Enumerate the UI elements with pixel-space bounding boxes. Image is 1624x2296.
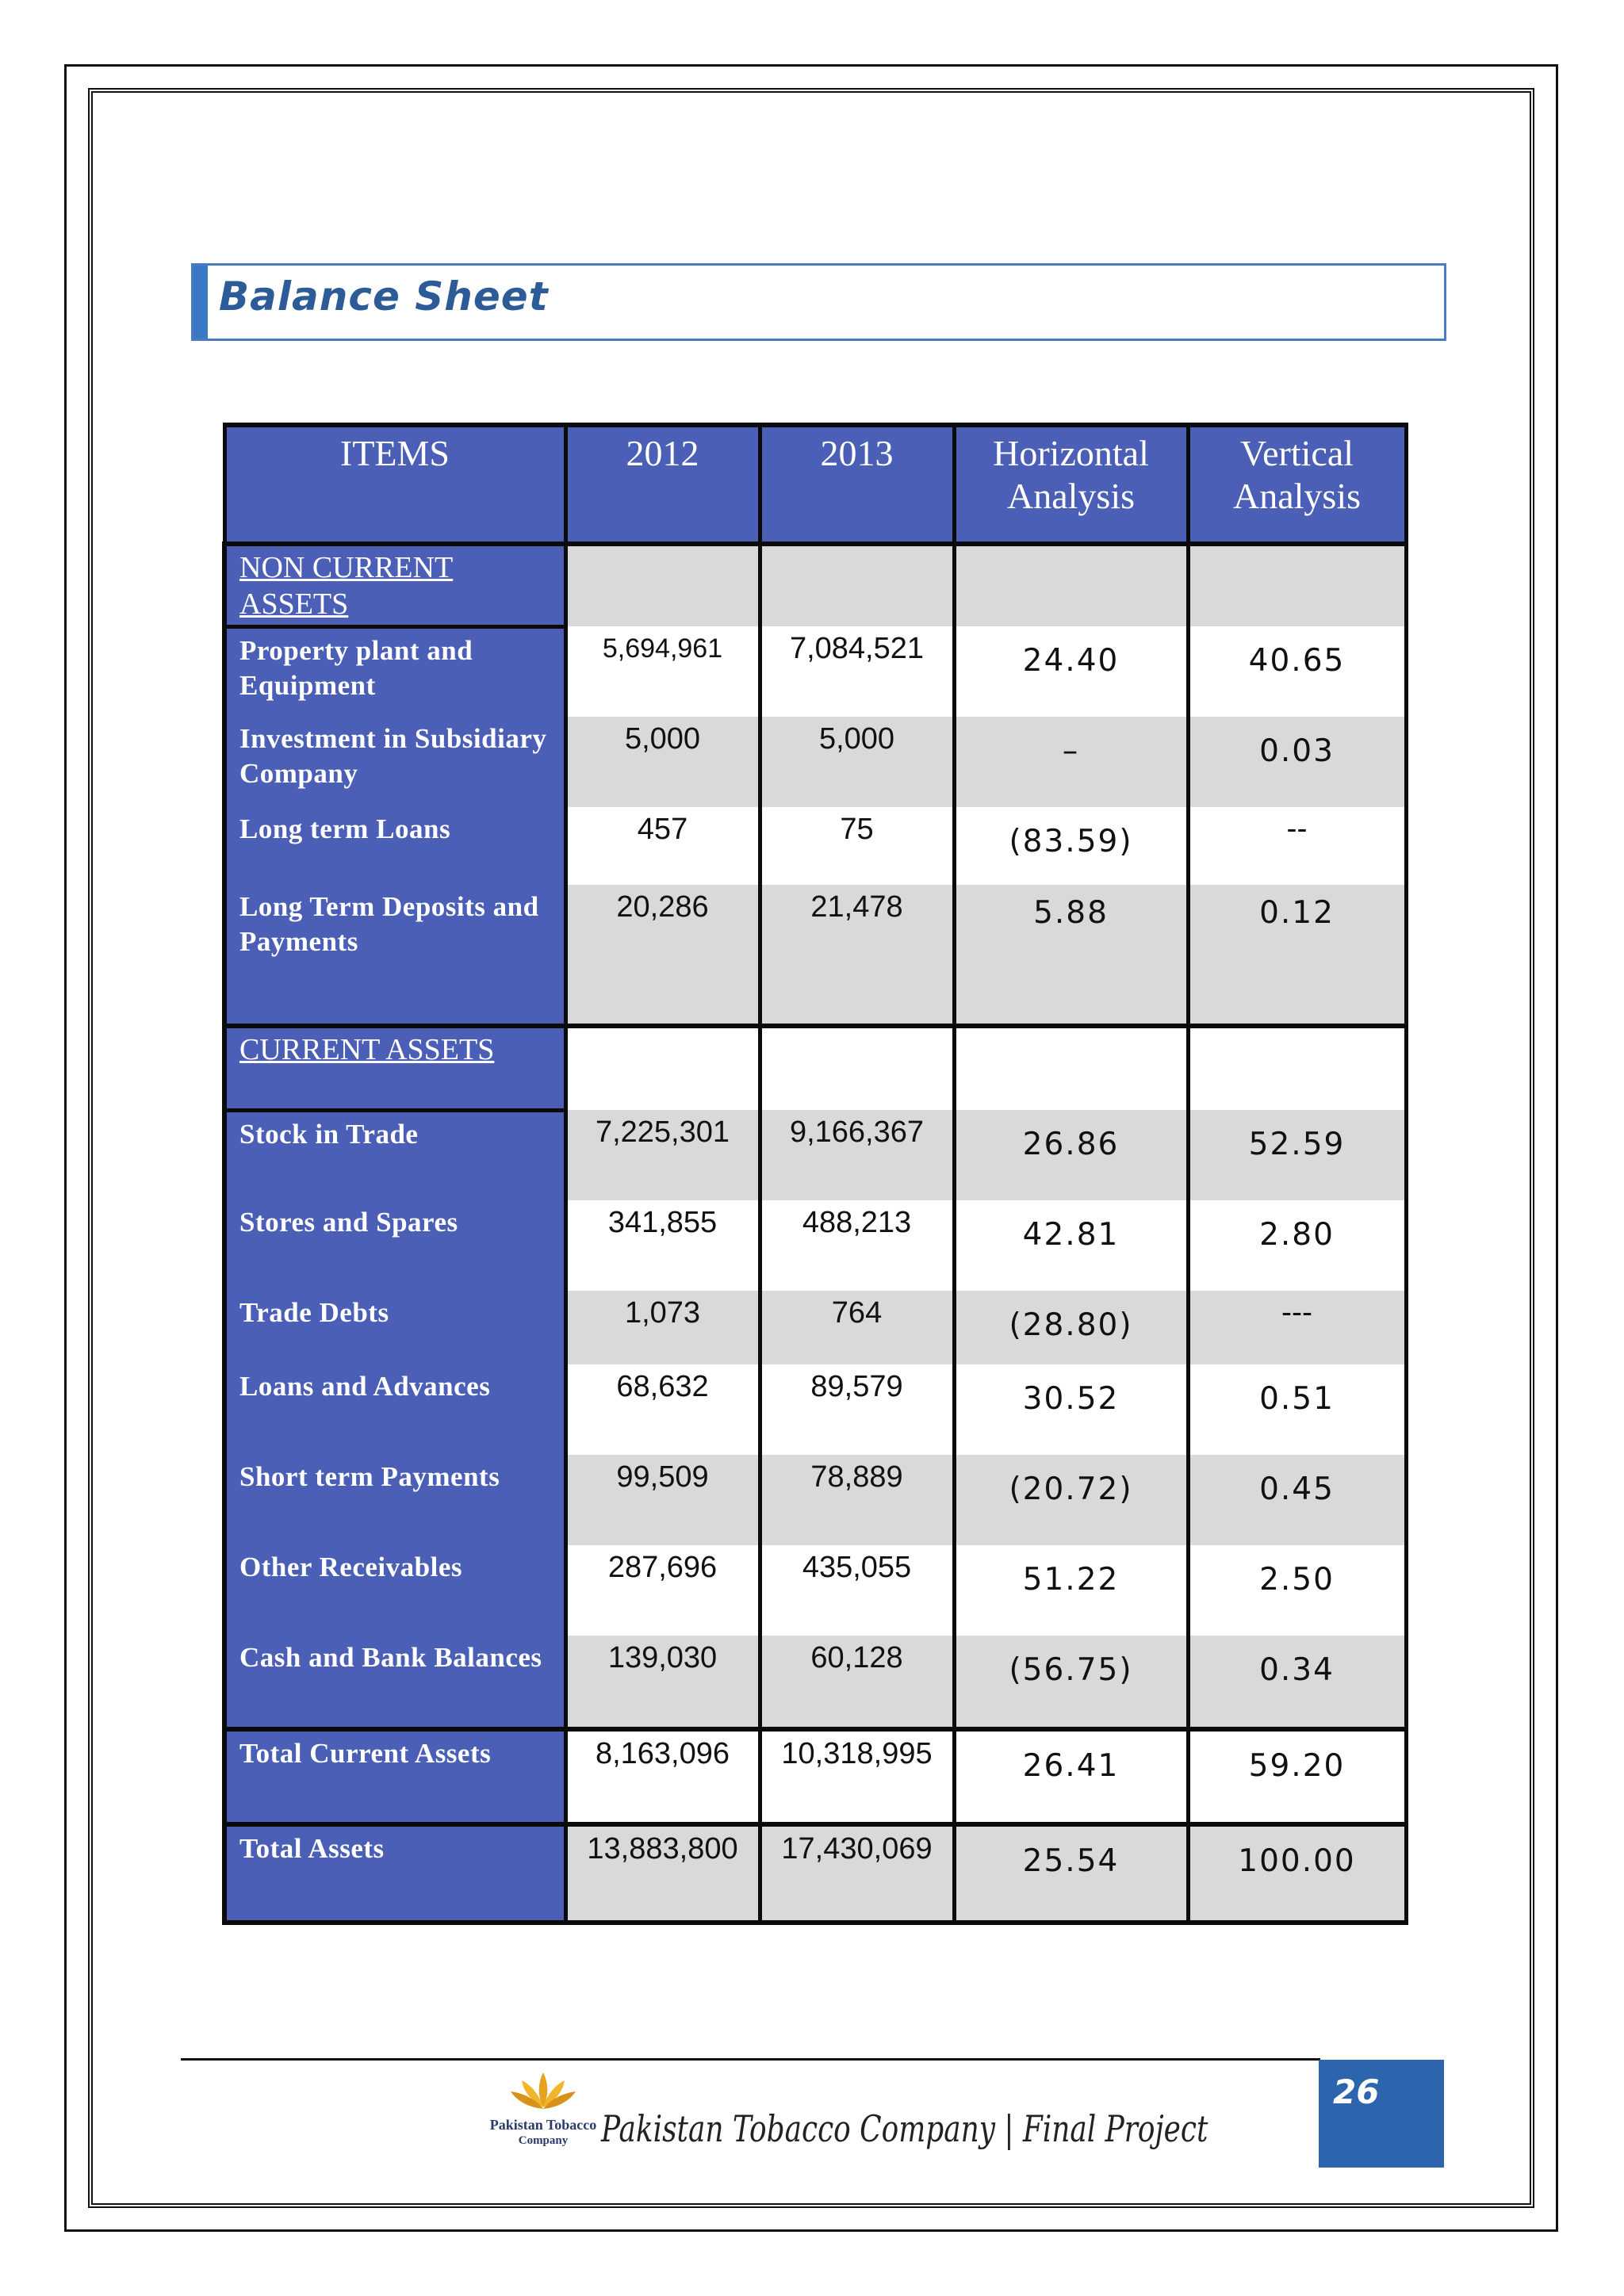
row-label: Long term Loans (224, 807, 565, 885)
cell-vertical: 0.34 (1188, 1636, 1406, 1729)
section-title-box (191, 263, 1446, 341)
cell-horizontal: (20.72) (954, 1455, 1188, 1545)
table-row (224, 807, 1406, 885)
cell-2013: 21,478 (760, 885, 954, 1026)
page-number-box (1319, 2060, 1444, 2168)
balance-sheet-table-wrap (222, 423, 1404, 1925)
cell-horizontal: – (954, 717, 1188, 807)
cell-2013: 60,128 (760, 1636, 954, 1729)
cell-horizontal: (28.80) (954, 1291, 1188, 1364)
row-label: Short term Payments (224, 1455, 565, 1545)
row-label: Other Receivables (224, 1545, 565, 1636)
cell-horizontal: 42.81 (954, 1200, 1188, 1291)
cell-2012: 139,030 (565, 1636, 760, 1729)
row-label: Investment in Subsidiary Company (224, 717, 565, 807)
cell-2012: 20,286 (565, 885, 760, 1026)
cell-vertical: 59.20 (1188, 1729, 1406, 1824)
section-label-current: CURRENT ASSETS (224, 1026, 565, 1110)
cell-horizontal: 25.54 (954, 1824, 1188, 1923)
cell-2012: 5,000 (565, 717, 760, 807)
table-row-total-assets (224, 1824, 1406, 1923)
column-header-vertical: Vertical Analysis (1188, 425, 1406, 544)
cell-2012: 13,883,800 (565, 1824, 760, 1923)
row-label: Loans and Advances (224, 1364, 565, 1455)
section-row-non-current (224, 544, 1406, 626)
cell-vertical: --- (1188, 1291, 1406, 1364)
cell-horizontal: 5.88 (954, 885, 1188, 1026)
table-row (224, 1200, 1406, 1291)
section-label-non-current: NON CURRENT ASSETS (224, 544, 565, 626)
cell-horizontal: 30.52 (954, 1364, 1188, 1455)
cell-2012: 68,632 (565, 1364, 760, 1455)
cell-horizontal: 26.41 (954, 1729, 1188, 1824)
blank-cell (1188, 1026, 1406, 1110)
row-label: Total Assets (224, 1824, 565, 1923)
table-row (224, 1455, 1406, 1545)
company-logo (476, 2069, 611, 2156)
table-row (224, 717, 1406, 807)
blank-cell (1188, 544, 1406, 626)
column-header-horizontal: Horizontal Analysis (954, 425, 1188, 544)
cell-2013: 9,166,367 (760, 1110, 954, 1200)
table-row-total-current (224, 1729, 1406, 1824)
table-row (224, 1110, 1406, 1200)
logo-text-line1: Pakistan Tobacco (489, 2117, 597, 2133)
cell-vertical: 2.80 (1188, 1200, 1406, 1291)
cell-2013: 7,084,521 (760, 626, 954, 717)
cell-vertical: 52.59 (1188, 1110, 1406, 1200)
cell-vertical: 2.50 (1188, 1545, 1406, 1636)
row-label: Total Current Assets (224, 1729, 565, 1824)
section-row-current (224, 1026, 1406, 1110)
cell-2012: 457 (565, 807, 760, 885)
column-header-items: ITEMS (224, 425, 565, 544)
row-label: Long Term Deposits and Payments (224, 885, 565, 1026)
footer-rule (181, 2058, 1320, 2061)
table-row (224, 1364, 1406, 1455)
column-header-2012: 2012 (565, 425, 760, 544)
tobacco-leaf-icon (476, 2069, 611, 2117)
cell-2013: 488,213 (760, 1200, 954, 1291)
title-accent-bar (193, 266, 208, 339)
page-number: 26 (1333, 2072, 1380, 2111)
page-title: Balance Sheet (219, 274, 549, 320)
cell-horizontal: 51.22 (954, 1545, 1188, 1636)
cell-2012: 99,509 (565, 1455, 760, 1545)
row-label: Stores and Spares (224, 1200, 565, 1291)
cell-horizontal: 24.40 (954, 626, 1188, 717)
cell-horizontal: (83.59) (954, 807, 1188, 885)
table-row (224, 1291, 1406, 1364)
row-label: Trade Debts (224, 1291, 565, 1364)
cell-vertical: 100.00 (1188, 1824, 1406, 1923)
cell-vertical: 0.03 (1188, 717, 1406, 807)
cell-horizontal: 26.86 (954, 1110, 1188, 1200)
cell-vertical: 0.45 (1188, 1455, 1406, 1545)
balance-sheet-table (222, 423, 1408, 1925)
table-row (224, 1545, 1406, 1636)
cell-2013: 5,000 (760, 717, 954, 807)
cell-2012: 287,696 (565, 1545, 760, 1636)
cell-2013: 75 (760, 807, 954, 885)
cell-vertical: -- (1188, 807, 1406, 885)
table-row (224, 1636, 1406, 1729)
column-header-2013: 2013 (760, 425, 954, 544)
blank-cell (954, 544, 1188, 626)
row-label: Cash and Bank Balances (224, 1636, 565, 1729)
cell-2012: 341,855 (565, 1200, 760, 1291)
cell-vertical: 40.65 (1188, 626, 1406, 717)
row-label: Property plant and Equipment (224, 626, 565, 717)
cell-2013: 17,430,069 (760, 1824, 954, 1923)
cell-2013: 764 (760, 1291, 954, 1364)
cell-vertical: 0.12 (1188, 885, 1406, 1026)
cell-2013: 89,579 (760, 1364, 954, 1455)
cell-2012: 8,163,096 (565, 1729, 760, 1824)
cell-2013: 10,318,995 (760, 1729, 954, 1824)
blank-cell (954, 1026, 1188, 1110)
table-header-row (224, 425, 1406, 544)
cell-2012: 7,225,301 (565, 1110, 760, 1200)
blank-cell (760, 1026, 954, 1110)
cell-2012: 1,073 (565, 1291, 760, 1364)
row-label: Stock in Trade (224, 1110, 565, 1200)
cell-vertical: 0.51 (1188, 1364, 1406, 1455)
cell-horizontal: (56.75) (954, 1636, 1188, 1729)
cell-2012: 5,694,961 (565, 626, 760, 717)
blank-cell (565, 1026, 760, 1110)
blank-cell (760, 544, 954, 626)
table-row (224, 885, 1406, 1026)
table-row (224, 626, 1406, 717)
logo-text-line2: Company (518, 2134, 569, 2147)
cell-2013: 435,055 (760, 1545, 954, 1636)
footer-caption: Pakistan Tobacco Company | Final Project (601, 2107, 1208, 2150)
cell-2013: 78,889 (760, 1455, 954, 1545)
blank-cell (565, 544, 760, 626)
